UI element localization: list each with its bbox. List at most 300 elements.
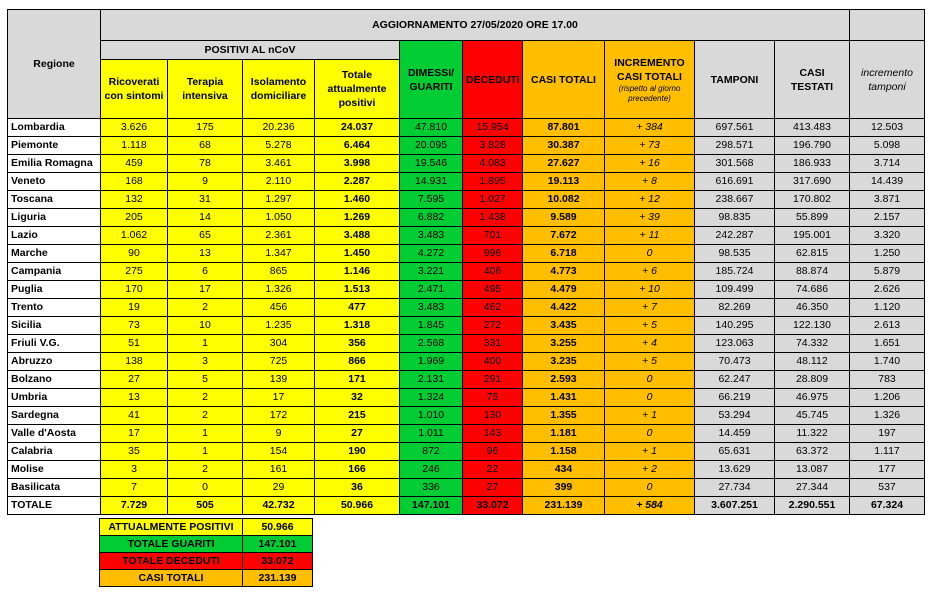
cell-tamponi: 98.835 <box>695 209 775 227</box>
cell-dimessi: 246 <box>400 461 463 479</box>
cell-inc-tamponi: 3.871 <box>850 191 925 209</box>
header-casi-testati: CASI TESTATI <box>775 41 850 119</box>
cell-dimessi: 1.010 <box>400 407 463 425</box>
cell-inc-tamponi: 5.879 <box>850 263 925 281</box>
cell-tamponi: 123.063 <box>695 335 775 353</box>
cell-dimessi: 7.595 <box>400 191 463 209</box>
cell-terapia: 1 <box>168 425 243 443</box>
cell-testati: 74.332 <box>775 335 850 353</box>
cell-inc-tamponi: 1.740 <box>850 353 925 371</box>
cell-terapia: 2 <box>168 461 243 479</box>
cell-regione: Calabria <box>8 443 101 461</box>
cell-isolamento: 304 <box>243 335 315 353</box>
cell-ricoverati: 275 <box>101 263 168 281</box>
cell-dimessi: 147.101 <box>400 497 463 515</box>
cell-casi: 3.235 <box>523 353 605 371</box>
cell-testati: 170.802 <box>775 191 850 209</box>
cell-testati: 55.899 <box>775 209 850 227</box>
cell-tamponi: 65.631 <box>695 443 775 461</box>
cell-testati: 413.483 <box>775 119 850 137</box>
cell-casi: 2.593 <box>523 371 605 389</box>
cell-tamponi: 27.734 <box>695 479 775 497</box>
summary-value: 33.072 <box>243 553 313 570</box>
cell-ricoverati: 35 <box>101 443 168 461</box>
cell-tamponi: 301.568 <box>695 155 775 173</box>
cell-ricoverati: 138 <box>101 353 168 371</box>
cell-isolamento: 865 <box>243 263 315 281</box>
cell-ricoverati: 168 <box>101 173 168 191</box>
cell-dimessi: 872 <box>400 443 463 461</box>
header-tamponi: TAMPONI <box>695 41 775 119</box>
cell-deceduti: 96 <box>463 443 523 461</box>
cell-casi: 3.255 <box>523 335 605 353</box>
cell-regione: Bolzano <box>8 371 101 389</box>
cell-tamponi: 82.269 <box>695 299 775 317</box>
cell-totale: 1.318 <box>315 317 400 335</box>
table-row <box>8 263 925 281</box>
cell-incremento: + 7 <box>605 299 695 317</box>
cell-testati: 46.350 <box>775 299 850 317</box>
table-row <box>8 245 925 263</box>
cell-inc-tamponi: 1.206 <box>850 389 925 407</box>
cell-incremento: 0 <box>605 425 695 443</box>
cell-totale: 36 <box>315 479 400 497</box>
cell-totale: 24.037 <box>315 119 400 137</box>
cell-isolamento: 29 <box>243 479 315 497</box>
cell-incremento: + 1 <box>605 443 695 461</box>
cell-regione: Basilicata <box>8 479 101 497</box>
summary-row <box>100 536 313 553</box>
table-row <box>8 173 925 191</box>
cell-testati: 88.874 <box>775 263 850 281</box>
cell-ricoverati: 3 <box>101 461 168 479</box>
covid-regional-table <box>7 9 925 515</box>
cell-deceduti: 15.954 <box>463 119 523 137</box>
cell-incremento: + 1 <box>605 407 695 425</box>
table-row <box>8 371 925 389</box>
cell-isolamento: 154 <box>243 443 315 461</box>
cell-terapia: 175 <box>168 119 243 137</box>
cell-incremento: + 384 <box>605 119 695 137</box>
cell-totale: 477 <box>315 299 400 317</box>
cell-incremento: 0 <box>605 245 695 263</box>
cell-incremento: + 5 <box>605 317 695 335</box>
cell-inc-tamponi: 2.157 <box>850 209 925 227</box>
cell-terapia: 17 <box>168 281 243 299</box>
cell-ricoverati: 51 <box>101 335 168 353</box>
summary-value: 50.966 <box>243 519 313 536</box>
cell-dimessi: 47.810 <box>400 119 463 137</box>
cell-isolamento: 20.236 <box>243 119 315 137</box>
cell-tamponi: 298.571 <box>695 137 775 155</box>
cell-deceduti: 1.895 <box>463 173 523 191</box>
cell-regione: Sardegna <box>8 407 101 425</box>
cell-totale: 1.460 <box>315 191 400 209</box>
cell-terapia: 6 <box>168 263 243 281</box>
cell-incremento: + 584 <box>605 497 695 515</box>
table-row <box>8 299 925 317</box>
cell-tamponi: 53.294 <box>695 407 775 425</box>
cell-regione: Molise <box>8 461 101 479</box>
cell-tamponi: 3.607.251 <box>695 497 775 515</box>
cell-ricoverati: 17 <box>101 425 168 443</box>
summary-row <box>100 519 313 536</box>
table-row <box>8 497 925 515</box>
cell-tamponi: 242.287 <box>695 227 775 245</box>
cell-isolamento: 1.326 <box>243 281 315 299</box>
cell-casi: 30.387 <box>523 137 605 155</box>
cell-dimessi: 6.882 <box>400 209 463 227</box>
cell-testati: 74.686 <box>775 281 850 299</box>
cell-isolamento: 1.050 <box>243 209 315 227</box>
cell-terapia: 68 <box>168 137 243 155</box>
cell-casi: 9.589 <box>523 209 605 227</box>
header-terapia: Terapia intensiva <box>168 60 243 119</box>
cell-regione: Toscana <box>8 191 101 209</box>
cell-casi: 434 <box>523 461 605 479</box>
cell-tamponi: 13.629 <box>695 461 775 479</box>
cell-totale: 1.146 <box>315 263 400 281</box>
cell-totale: 1.450 <box>315 245 400 263</box>
cell-tamponi: 14.459 <box>695 425 775 443</box>
cell-incremento: + 12 <box>605 191 695 209</box>
cell-casi: 1.431 <box>523 389 605 407</box>
cell-terapia: 2 <box>168 407 243 425</box>
cell-casi: 87.801 <box>523 119 605 137</box>
header-positivi-group: POSITIVI AL nCoV <box>101 41 400 60</box>
cell-isolamento: 139 <box>243 371 315 389</box>
cell-inc-tamponi: 1.651 <box>850 335 925 353</box>
cell-terapia: 3 <box>168 353 243 371</box>
cell-totale: 32 <box>315 389 400 407</box>
header-incremento-note: (rispetto al giorno precedente) <box>618 83 681 103</box>
cell-isolamento: 17 <box>243 389 315 407</box>
table-row <box>8 155 925 173</box>
cell-regione: Sicilia <box>8 317 101 335</box>
cell-casi: 3.435 <box>523 317 605 335</box>
cell-incremento: 0 <box>605 371 695 389</box>
table-row <box>8 353 925 371</box>
cell-deceduti: 996 <box>463 245 523 263</box>
table-row <box>8 479 925 497</box>
cell-terapia: 9 <box>168 173 243 191</box>
cell-tamponi: 185.724 <box>695 263 775 281</box>
table-row <box>8 119 925 137</box>
cell-inc-tamponi: 197 <box>850 425 925 443</box>
cell-terapia: 65 <box>168 227 243 245</box>
cell-dimessi: 14.931 <box>400 173 463 191</box>
table-row <box>8 137 925 155</box>
table-row <box>8 281 925 299</box>
cell-testati: 48.112 <box>775 353 850 371</box>
cell-deceduti: 406 <box>463 263 523 281</box>
cell-regione: Puglia <box>8 281 101 299</box>
cell-regione: Trento <box>8 299 101 317</box>
cell-totale: 166 <box>315 461 400 479</box>
cell-ricoverati: 7.729 <box>101 497 168 515</box>
cell-tamponi: 62.247 <box>695 371 775 389</box>
cell-deceduti: 3.828 <box>463 137 523 155</box>
cell-dimessi: 1.324 <box>400 389 463 407</box>
table-row <box>8 461 925 479</box>
summary-row <box>100 553 313 570</box>
cell-isolamento: 725 <box>243 353 315 371</box>
cell-regione: Veneto <box>8 173 101 191</box>
report-container <box>7 9 925 515</box>
cell-deceduti: 143 <box>463 425 523 443</box>
cell-incremento: + 39 <box>605 209 695 227</box>
cell-deceduti: 1.027 <box>463 191 523 209</box>
cell-regione: Emilia Romagna <box>8 155 101 173</box>
table-body <box>8 119 925 515</box>
cell-incremento: + 6 <box>605 263 695 281</box>
cell-ricoverati: 205 <box>101 209 168 227</box>
cell-deceduti: 22 <box>463 461 523 479</box>
cell-ricoverati: 90 <box>101 245 168 263</box>
summary-table <box>99 518 313 587</box>
cell-regione: Campania <box>8 263 101 281</box>
cell-casi: 6.718 <box>523 245 605 263</box>
cell-terapia: 78 <box>168 155 243 173</box>
cell-regione: Abruzzo <box>8 353 101 371</box>
cell-dimessi: 20.095 <box>400 137 463 155</box>
cell-totale: 3.488 <box>315 227 400 245</box>
cell-inc-tamponi: 1.117 <box>850 443 925 461</box>
cell-regione: Marche <box>8 245 101 263</box>
cell-totale: 1.513 <box>315 281 400 299</box>
cell-dimessi: 1.011 <box>400 425 463 443</box>
cell-regione: Lazio <box>8 227 101 245</box>
cell-ricoverati: 132 <box>101 191 168 209</box>
cell-terapia: 2 <box>168 389 243 407</box>
cell-incremento: 0 <box>605 389 695 407</box>
cell-totale: 6.464 <box>315 137 400 155</box>
cell-totale: 3.998 <box>315 155 400 173</box>
cell-ricoverati: 1.062 <box>101 227 168 245</box>
header-incremento <box>605 41 695 119</box>
table-row <box>8 317 925 335</box>
cell-incremento: 0 <box>605 479 695 497</box>
cell-terapia: 5 <box>168 371 243 389</box>
cell-casi: 4.479 <box>523 281 605 299</box>
cell-incremento: + 73 <box>605 137 695 155</box>
cell-inc-tamponi: 1.120 <box>850 299 925 317</box>
cell-deceduti: 291 <box>463 371 523 389</box>
cell-deceduti: 400 <box>463 353 523 371</box>
cell-isolamento: 1.235 <box>243 317 315 335</box>
cell-ricoverati: 19 <box>101 299 168 317</box>
cell-terapia: 10 <box>168 317 243 335</box>
cell-inc-tamponi: 12.503 <box>850 119 925 137</box>
cell-casi: 19.113 <box>523 173 605 191</box>
cell-totale: 215 <box>315 407 400 425</box>
header-dimessi: DIMESSI/ GUARITI <box>400 41 463 119</box>
cell-terapia: 2 <box>168 299 243 317</box>
cell-testati: 27.344 <box>775 479 850 497</box>
cell-isolamento: 456 <box>243 299 315 317</box>
header-casi-totali: CASI TOTALI <box>523 41 605 119</box>
cell-deceduti: 27 <box>463 479 523 497</box>
cell-ricoverati: 3.626 <box>101 119 168 137</box>
header-isolamento: Isolamento domiciliare <box>243 60 315 119</box>
table-row <box>8 335 925 353</box>
cell-incremento: + 4 <box>605 335 695 353</box>
cell-testati: 63.372 <box>775 443 850 461</box>
cell-isolamento: 9 <box>243 425 315 443</box>
cell-tamponi: 70.473 <box>695 353 775 371</box>
cell-isolamento: 2.361 <box>243 227 315 245</box>
cell-tamponi: 98.535 <box>695 245 775 263</box>
cell-dimessi: 3.483 <box>400 227 463 245</box>
cell-ricoverati: 170 <box>101 281 168 299</box>
cell-casi: 399 <box>523 479 605 497</box>
cell-ricoverati: 41 <box>101 407 168 425</box>
cell-casi: 10.082 <box>523 191 605 209</box>
cell-isolamento: 5.278 <box>243 137 315 155</box>
cell-isolamento: 2.110 <box>243 173 315 191</box>
cell-incremento: + 2 <box>605 461 695 479</box>
cell-testati: 62.815 <box>775 245 850 263</box>
cell-testati: 28.809 <box>775 371 850 389</box>
cell-isolamento: 3.461 <box>243 155 315 173</box>
cell-deceduti: 130 <box>463 407 523 425</box>
page-title: AGGIORNAMENTO 27/05/2020 ORE 17.00 <box>101 10 850 41</box>
cell-regione: Liguria <box>8 209 101 227</box>
cell-terapia: 1 <box>168 335 243 353</box>
cell-totale: 27 <box>315 425 400 443</box>
summary-value: 147.101 <box>243 536 313 553</box>
table-row <box>8 191 925 209</box>
cell-ricoverati: 7 <box>101 479 168 497</box>
cell-totale: 50.966 <box>315 497 400 515</box>
cell-testati: 317.690 <box>775 173 850 191</box>
header-deceduti: DECEDUTI <box>463 41 523 119</box>
cell-incremento: + 5 <box>605 353 695 371</box>
cell-testati: 122.130 <box>775 317 850 335</box>
cell-inc-tamponi: 783 <box>850 371 925 389</box>
cell-tamponi: 140.295 <box>695 317 775 335</box>
cell-terapia: 505 <box>168 497 243 515</box>
table-row <box>8 425 925 443</box>
cell-ricoverati: 13 <box>101 389 168 407</box>
cell-dimessi: 19.546 <box>400 155 463 173</box>
cell-inc-tamponi: 2.613 <box>850 317 925 335</box>
cell-terapia: 14 <box>168 209 243 227</box>
cell-deceduti: 701 <box>463 227 523 245</box>
cell-terapia: 1 <box>168 443 243 461</box>
cell-deceduti: 331 <box>463 335 523 353</box>
cell-inc-tamponi: 5.098 <box>850 137 925 155</box>
cell-testati: 195.001 <box>775 227 850 245</box>
cell-regione: Friuli V.G. <box>8 335 101 353</box>
cell-regione: Piemonte <box>8 137 101 155</box>
summary-label: TOTALE GUARITI <box>100 536 243 553</box>
cell-incremento: + 11 <box>605 227 695 245</box>
cell-tamponi: 616.691 <box>695 173 775 191</box>
cell-testati: 46.975 <box>775 389 850 407</box>
cell-testati: 186.933 <box>775 155 850 173</box>
cell-testati: 2.290.551 <box>775 497 850 515</box>
cell-casi: 27.627 <box>523 155 605 173</box>
cell-terapia: 0 <box>168 479 243 497</box>
summary-row <box>100 570 313 587</box>
cell-casi: 4.773 <box>523 263 605 281</box>
header-blank <box>850 10 925 41</box>
cell-ricoverati: 459 <box>101 155 168 173</box>
header-totale-positivi: Totale attualmente positivi <box>315 60 400 119</box>
header-incremento-tamponi: incremento tamponi <box>850 41 925 119</box>
header-ricoverati: Ricoverati con sintomi <box>101 60 168 119</box>
cell-totale: 190 <box>315 443 400 461</box>
cell-tamponi: 109.499 <box>695 281 775 299</box>
table-row <box>8 209 925 227</box>
cell-testati: 13.087 <box>775 461 850 479</box>
cell-inc-tamponi: 3.320 <box>850 227 925 245</box>
cell-casi: 231.139 <box>523 497 605 515</box>
cell-isolamento: 42.732 <box>243 497 315 515</box>
cell-tamponi: 697.561 <box>695 119 775 137</box>
cell-dimessi: 1.845 <box>400 317 463 335</box>
cell-totale: 1.269 <box>315 209 400 227</box>
cell-testati: 196.790 <box>775 137 850 155</box>
cell-deceduti: 272 <box>463 317 523 335</box>
table-row <box>8 443 925 461</box>
summary-label: TOTALE DECEDUTI <box>100 553 243 570</box>
cell-isolamento: 1.297 <box>243 191 315 209</box>
cell-ricoverati: 1.118 <box>101 137 168 155</box>
header-incremento-label: INCREMENTO CASI TOTALI <box>614 56 685 83</box>
cell-dimessi: 3.483 <box>400 299 463 317</box>
cell-deceduti: 75 <box>463 389 523 407</box>
cell-tamponi: 66.219 <box>695 389 775 407</box>
cell-casi: 1.181 <box>523 425 605 443</box>
cell-terapia: 31 <box>168 191 243 209</box>
cell-ricoverati: 27 <box>101 371 168 389</box>
cell-dimessi: 2.568 <box>400 335 463 353</box>
cell-testati: 11.322 <box>775 425 850 443</box>
cell-regione: TOTALE <box>8 497 101 515</box>
cell-isolamento: 1.347 <box>243 245 315 263</box>
cell-incremento: + 10 <box>605 281 695 299</box>
cell-incremento: + 16 <box>605 155 695 173</box>
cell-casi: 1.355 <box>523 407 605 425</box>
cell-dimessi: 336 <box>400 479 463 497</box>
cell-testati: 45.745 <box>775 407 850 425</box>
cell-inc-tamponi: 67.324 <box>850 497 925 515</box>
cell-tamponi: 238.667 <box>695 191 775 209</box>
cell-casi: 7.672 <box>523 227 605 245</box>
cell-incremento: + 8 <box>605 173 695 191</box>
cell-totale: 866 <box>315 353 400 371</box>
cell-terapia: 13 <box>168 245 243 263</box>
cell-dimessi: 3.221 <box>400 263 463 281</box>
table-row <box>8 227 925 245</box>
summary-value: 231.139 <box>243 570 313 587</box>
cell-regione: Umbria <box>8 389 101 407</box>
cell-inc-tamponi: 3.714 <box>850 155 925 173</box>
cell-casi: 1.158 <box>523 443 605 461</box>
cell-inc-tamponi: 2.626 <box>850 281 925 299</box>
cell-ricoverati: 73 <box>101 317 168 335</box>
table-row <box>8 389 925 407</box>
cell-inc-tamponi: 537 <box>850 479 925 497</box>
cell-deceduti: 1.438 <box>463 209 523 227</box>
cell-regione: Lombardia <box>8 119 101 137</box>
cell-isolamento: 172 <box>243 407 315 425</box>
cell-regione: Valle d'Aosta <box>8 425 101 443</box>
cell-deceduti: 33.072 <box>463 497 523 515</box>
cell-dimessi: 2.471 <box>400 281 463 299</box>
